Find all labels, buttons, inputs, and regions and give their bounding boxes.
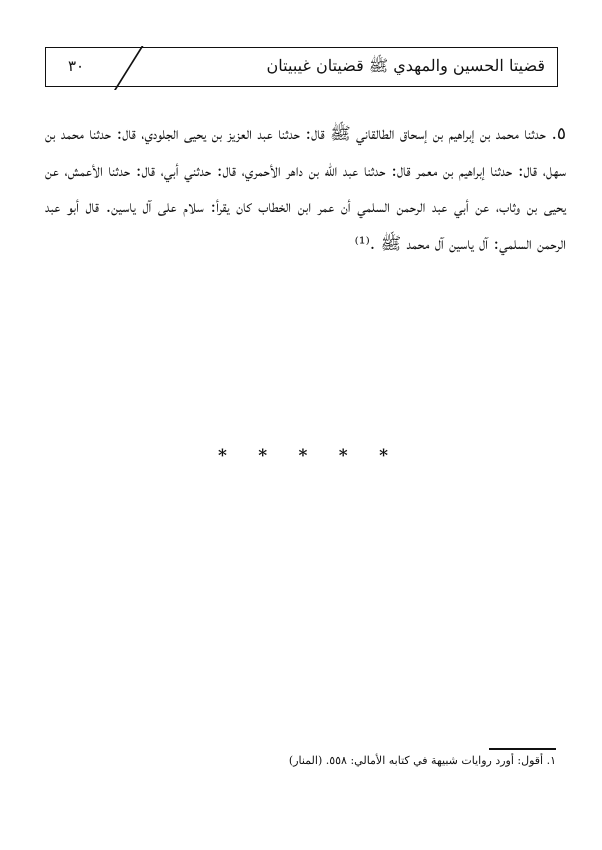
separator-star: *	[258, 446, 268, 466]
running-title: قضيتا الحسين والمهدي ﷺ قضيتان غيبيتان	[266, 56, 545, 75]
section-separator	[218, 446, 388, 466]
hadith-paragraph: ٥. حدثنا محمد بن إبراهيم بن إسحاق الطالقاني ﷺ قال: حدثنا عبد العزيز بن يحيى الجلودي، قال: حدثنا محمد بن سهل، قال: حدثنا إبراهيم بن معمر قال: حدثنا عبد الله بن داهر الأحمري، قال: حدثني أبي، قال: حدثنا الأعمش، عن يحيى بن وثاب، عن أبي عبد الرحمن السلمي أن عمر ابن الخطاب كان يقرأ: سلام على آل ياسين. قال أبو عبد الرحمن السلمي: آل ياسين آل محمد ﷺ .⁽¹⁾	[45, 124, 566, 254]
footnote-rule	[489, 748, 556, 750]
footnote: ١. أقول: أورد روايات شبيهة في كتابه الأمالي: ٥٥٨. (المنار)	[288, 754, 556, 767]
page-number: ٣٠	[67, 57, 85, 75]
separator-star: *	[298, 446, 308, 466]
separator-star: *	[338, 446, 348, 466]
separator-star: *	[379, 446, 388, 466]
page-header	[45, 47, 558, 87]
header-divider	[114, 46, 143, 90]
separator-star: *	[218, 446, 227, 466]
